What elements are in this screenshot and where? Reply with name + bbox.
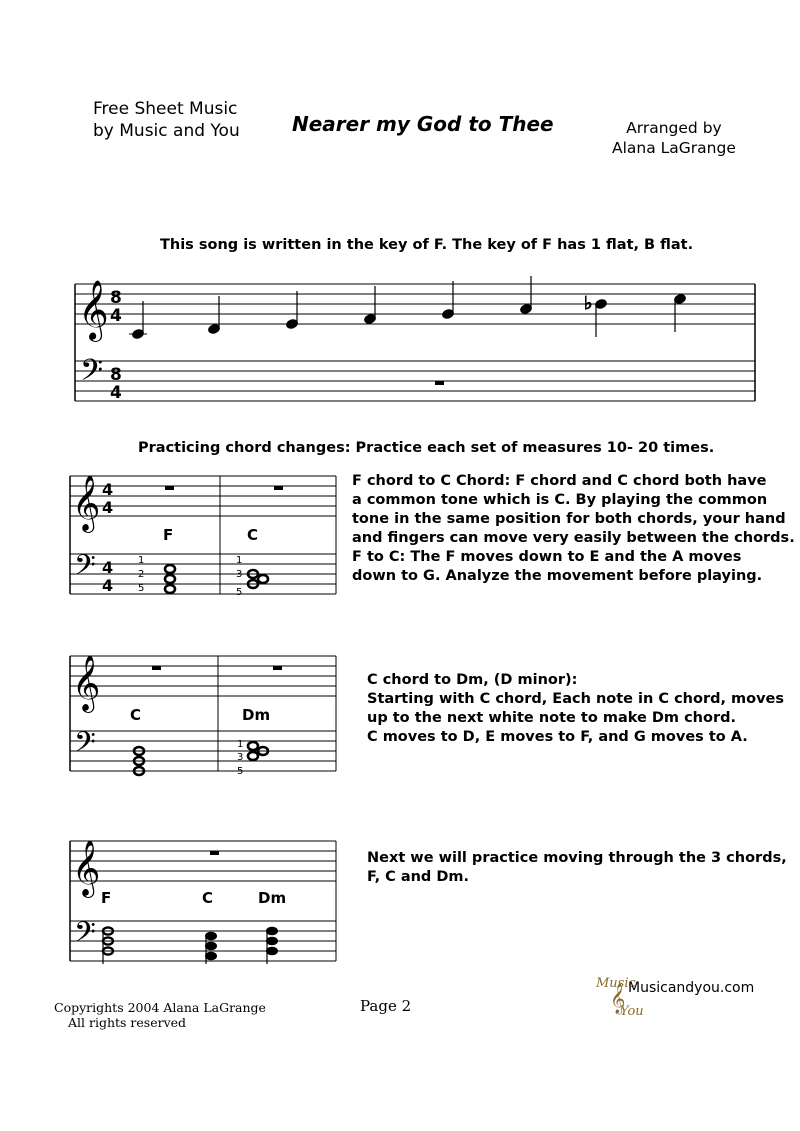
finger-number: 2 — [138, 569, 145, 580]
rights-line: All rights reserved — [68, 1015, 187, 1030]
scale-grand-staff — [70, 270, 760, 410]
ex1-text — [352, 472, 795, 586]
ex1-text-line: F chord to C Chord: F chord and C chord both have — [352, 473, 767, 489]
header-left-line2: by Music and You — [93, 121, 240, 141]
ex3-text-line: Next we will practice moving through the 3 chords, — [367, 850, 787, 866]
logo-clef-icon: 𝄞 — [610, 984, 626, 1014]
intro-text: This song is written in the key of F. The key of F has 1 flat, B flat. — [160, 237, 694, 253]
whole-rest-icon — [435, 381, 444, 385]
ex3-text — [367, 849, 787, 887]
ex1-bass-time-top: 4 — [102, 558, 114, 577]
finger-number: 5 — [237, 766, 244, 777]
header-left — [93, 98, 240, 142]
ex1-text-line: tone in the same position for both chords, your hand — [352, 511, 786, 527]
ex2-text-line: C chord to Dm, (D minor): — [367, 672, 578, 688]
whole-rest-icon — [274, 486, 283, 490]
ex3-text-line: F, C and Dm. — [367, 869, 470, 885]
ex2-text-line: up to the next white note to make Dm chord. — [367, 710, 736, 726]
ex2-chord2: Dm — [242, 706, 271, 724]
site-link[interactable]: Musicandyou.com — [628, 980, 755, 996]
logo-word1: Music — [596, 976, 636, 991]
treble-clef-icon: 𝄞 — [72, 655, 101, 711]
whole-rest-icon — [152, 666, 161, 670]
whole-rest-icon — [165, 486, 174, 490]
treble-clef-icon: 𝄞 — [78, 280, 109, 340]
practice-heading: Practicing chord changes: Practice each set of measures 10- 20 times. — [138, 440, 715, 456]
copyright-line: Copyrights 2004 Alana LaGrange — [54, 1000, 266, 1015]
ex1-text-line: a common tone which is C. By playing the common — [352, 492, 768, 508]
header-right-line2: Alana LaGrange — [612, 139, 736, 157]
bass-clef-icon: 𝄢 — [74, 549, 96, 589]
ex1-text-line: F to C: The F moves down to E and the A moves — [352, 549, 742, 565]
ex3-chord1: F — [101, 889, 112, 907]
ex1-chord1: F — [163, 526, 174, 544]
finger-number: 5 — [236, 587, 243, 598]
copyright — [54, 1000, 266, 1030]
bass-clef-icon: 𝄢 — [74, 916, 96, 956]
ex2-chord1: C — [130, 706, 142, 724]
finger-number: 1 — [237, 739, 244, 750]
bass-time-sig-top: 8 — [110, 365, 122, 385]
bass-time-sig-bottom: 4 — [110, 383, 122, 403]
ex1-text-line: and fingers can move very easily between the chords. — [352, 530, 795, 546]
example1-staff — [68, 466, 340, 601]
ex1-time-top: 4 — [102, 480, 114, 499]
finger-number: 5 — [138, 583, 145, 594]
ex2-text-line: C moves to D, E moves to F, and G moves to A. — [367, 729, 748, 745]
header-right — [612, 118, 736, 158]
ex1-time-bottom: 4 — [102, 498, 114, 517]
ex1-chord2: C — [247, 526, 259, 544]
ex1-bass-time-bottom: 4 — [102, 576, 114, 595]
finger-number: 3 — [237, 752, 244, 763]
example2-staff — [68, 646, 340, 778]
example3-staff — [68, 831, 340, 967]
ex1-text-line: down to G. Analyze the movement before playing. — [352, 568, 763, 584]
finger-number: 1 — [138, 555, 145, 566]
whole-rest-icon — [210, 851, 219, 855]
whole-rest-icon — [273, 666, 282, 670]
header-right-line1: Arranged by — [626, 119, 722, 137]
bass-clef-icon: 𝄢 — [80, 354, 104, 395]
ex3-chord2: C — [202, 889, 214, 907]
treble-clef-icon: 𝄞 — [72, 475, 101, 531]
time-sig-top: 8 — [110, 288, 122, 308]
ex3-chord3: Dm — [258, 889, 287, 907]
logo-word2: You — [620, 1004, 644, 1019]
flat-icon: ♭ — [584, 293, 593, 314]
finger-number: 1 — [236, 555, 243, 566]
header-left-line1: Free Sheet Music — [93, 99, 238, 119]
ex2-text-line: Starting with C chord, Each note in C chord, moves — [367, 691, 785, 707]
finger-number: 3 — [236, 569, 243, 580]
page-number: Page 2 — [360, 997, 412, 1015]
ex2-text — [367, 671, 784, 747]
bass-clef-icon: 𝄢 — [74, 726, 96, 766]
song-title: Nearer my God to Thee — [292, 112, 554, 136]
time-sig-bottom: 4 — [110, 306, 122, 326]
treble-clef-icon: 𝄞 — [72, 840, 101, 896]
